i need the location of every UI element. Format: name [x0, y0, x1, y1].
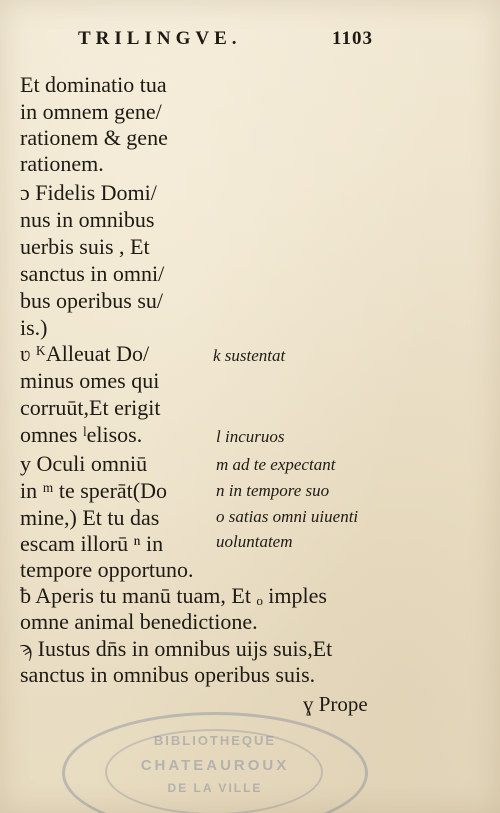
catchword: ɣ Prope [303, 692, 368, 716]
text-line: ʋ ᴷAlleuat Do/ [20, 341, 150, 366]
text-line: omne animal benedictione. [20, 609, 258, 634]
running-title: TRILINGVE. [78, 28, 242, 49]
text-line: sanctus in omni/ [20, 261, 165, 286]
text-line: y Oculi omniū [20, 451, 148, 476]
text-line: bus operibus su/ [20, 288, 163, 313]
marginal-gloss: o satias omni uiuenti [216, 507, 359, 526]
text-line: corruūt,Et erigit [20, 395, 161, 420]
marginal-gloss: m ad te expectant [216, 455, 336, 474]
text-line: in omnem gene/ [20, 99, 162, 124]
text-line: ϡ Iustus dn̄s in omnibus uijs suis,Et [20, 636, 333, 661]
stamp-text: DE LA VILLE [167, 781, 263, 795]
marginal-gloss: uoluntatem [216, 532, 293, 551]
page-number: 1103 [332, 28, 373, 49]
text-line: omnes ˡelisos. [20, 422, 143, 447]
text-line: ɔ Fidelis Domi/ [20, 180, 157, 205]
stamp-text: CHATEAUROUX [140, 757, 290, 774]
text-line: Et dominatio tua [20, 72, 167, 97]
text-line: in ᵐ te sperāt(Do [20, 478, 167, 503]
library-stamp [62, 712, 368, 813]
marginal-gloss: k sustentat [213, 346, 286, 365]
text-line: nus in omnibus [20, 207, 155, 232]
text-line: mine,) Et tu das [20, 505, 160, 530]
text-line: escam illorū ⁿ in [20, 531, 164, 556]
text-line: rationem. [20, 151, 104, 176]
text-line: is.) [20, 315, 48, 340]
marginal-gloss: l incuruos [216, 427, 285, 446]
text-line: ƀ Aperis tu manū tuam, Et ₒ imples [20, 583, 327, 608]
stamp-text: BIBLIOTHEQUE [153, 733, 277, 748]
text-line: sanctus in omnibus operibus suis. [20, 662, 316, 687]
text-line: minus omes qui [20, 368, 160, 393]
text-line: tempore opportuno. [20, 557, 194, 582]
marginal-gloss: n in tempore suo [216, 481, 330, 500]
text-line: uerbis suis , Et [20, 234, 150, 259]
text-line: rationem & gene [20, 125, 168, 150]
